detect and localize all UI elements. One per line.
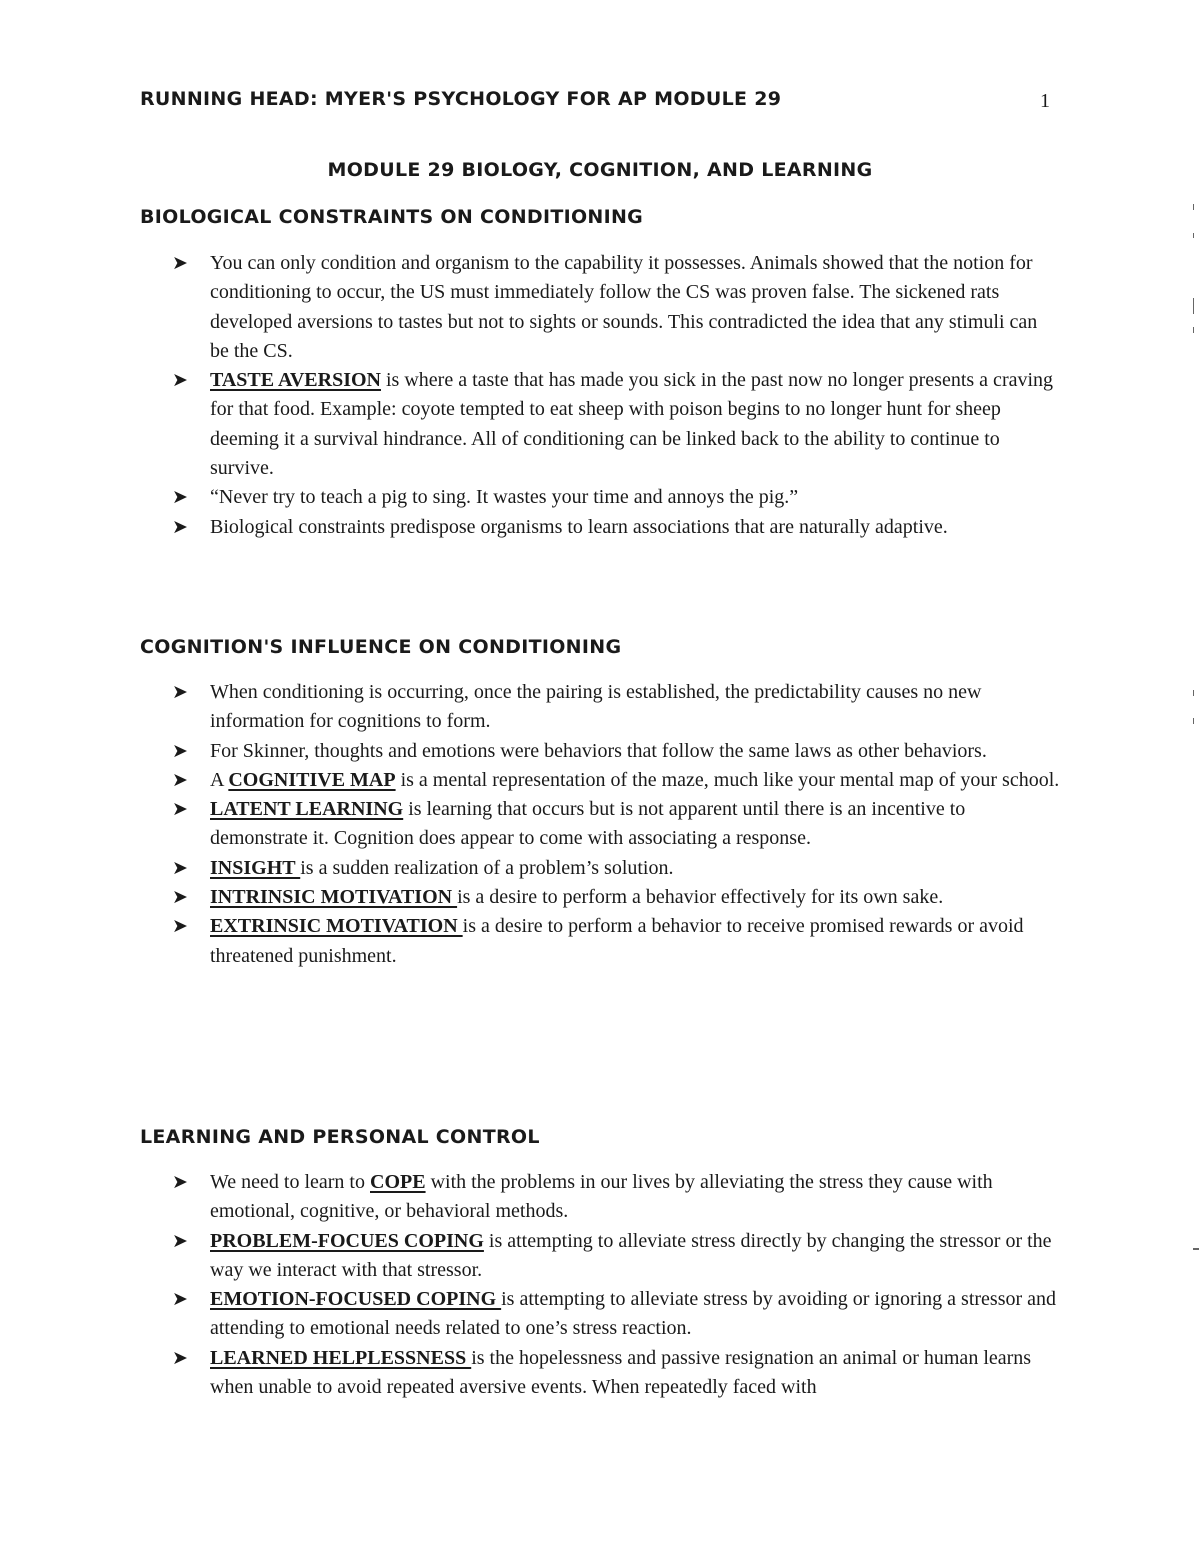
arrow-bullet-icon: ➤: [172, 856, 188, 879]
arrow-bullet-icon: ➤: [172, 369, 188, 392]
section-heading-learning-personal-control: LEARNING AND PERSONAL CONTROL: [140, 1126, 540, 1148]
key-term: EXTRINSIC MOTIVATION: [210, 915, 463, 938]
bullet-list-learning-personal-control: [170, 1168, 1060, 1402]
arrow-bullet-icon: ➤: [172, 768, 188, 791]
list-item: ➤ You can only condition and organism to the capability it possesses. Animals showed that the notion for conditioning to occur, the US must immediately follow the CS was proven false. The sickened rats developed aversions to tastes but not to sights or sounds. This contradicted the idea that any stimuli can be the CS.: [170, 249, 1060, 366]
running-head: RUNNING HEAD: MYER'S PSYCHOLOGY FOR AP MODULE 29: [140, 88, 782, 110]
key-term: INSIGHT: [210, 856, 301, 879]
arrow-bullet-icon: ➤: [172, 739, 188, 762]
list-item: ➤ EXTRINSIC MOTIVATION is a desire to perform a behavior to receive promised rewards or avoid threatened punishment.: [170, 912, 1060, 971]
list-item: ➤ INTRINSIC MOTIVATION is a desire to perform a behavior effectively for its own sake.: [170, 883, 1060, 912]
list-item: ➤ EMOTION-FOCUSED COPING is attempting to alleviate stress by avoiding or ignoring a stressor and attending to emotional needs related to one’s stress reaction.: [170, 1285, 1060, 1344]
key-term: PROBLEM-FOCUES COPING: [210, 1229, 484, 1252]
scan-edge-mark: [1193, 233, 1194, 238]
list-item: ➤ We need to learn to COPE with the problems in our lives by alleviating the stress they cause with emotional, cognitive, or behavioral methods.: [170, 1168, 1060, 1227]
scan-edge-mark: [1193, 204, 1194, 210]
key-term: EMOTION-FOCUSED COPING: [210, 1288, 502, 1311]
scan-edge-mark: [1193, 1248, 1199, 1250]
arrow-bullet-icon: ➤: [172, 1346, 188, 1369]
list-item: ➤ TASTE AVERSION is where a taste that has made you sick in the past now no longer presents a craving for that food. Example: coyote tempted to eat sheep with poison begins to no longer hunt for sheep deeming it a survival hindrance. All of conditioning can be linked back to the ability to continue to survive.: [170, 366, 1060, 483]
list-item: ➤ A COGNITIVE MAP is a mental representation of the maze, much like your mental map of your school.: [170, 766, 1060, 795]
bullet-list-biological-constraints: [170, 249, 1060, 542]
key-term: INTRINSIC MOTIVATION: [210, 886, 458, 909]
arrow-bullet-icon: ➤: [172, 252, 188, 274]
list-item: ➤ For Skinner, thoughts and emotions were behaviors that follow the same laws as other behaviors.: [170, 737, 1060, 766]
list-item: ➤ “Never try to teach a pig to sing. It wastes your time and annoys the pig.”: [170, 483, 1060, 512]
arrow-bullet-icon: ➤: [172, 486, 188, 509]
key-term: TASTE AVERSION: [210, 369, 381, 392]
arrow-bullet-icon: ➤: [172, 915, 188, 938]
key-term: COGNITIVE MAP: [228, 768, 396, 791]
document-title: MODULE 29 BIOLOGY, COGNITION, AND LEARNING: [327, 159, 873, 181]
list-item: ➤ LEARNED HELPLESSNESS is the hopelessness and passive resignation an animal or human learns when unable to avoid repeated aversive events. When repeatedly faced with: [170, 1344, 1060, 1403]
bullet-list-cognitions-influence: [170, 678, 1060, 971]
scan-edge-mark: [1193, 298, 1194, 314]
key-term: LATENT LEARNING: [210, 798, 404, 821]
arrow-bullet-icon: ➤: [172, 1288, 188, 1311]
list-item: ➤ When conditioning is occurring, once the pairing is established, the predictability causes no new information for cognitions to form.: [170, 678, 1060, 737]
section-heading-biological-constraints: BIOLOGICAL CONSTRAINTS ON CONDITIONING: [140, 206, 644, 228]
arrow-bullet-icon: ➤: [172, 1229, 188, 1252]
list-item: ➤ INSIGHT is a sudden realization of a problem’s solution.: [170, 854, 1060, 883]
arrow-bullet-icon: ➤: [172, 886, 188, 909]
scan-edge-mark: [1193, 690, 1194, 696]
list-item: ➤ Biological constraints predispose organisms to learn associations that are naturally adaptive.: [170, 513, 1060, 542]
list-item: ➤ PROBLEM-FOCUES COPING is attempting to alleviate stress directly by changing the stressor or the way we interact with that stressor.: [170, 1227, 1060, 1286]
key-term: COPE: [370, 1171, 426, 1193]
key-term: LEARNED HELPLESSNESS: [210, 1346, 472, 1369]
arrow-bullet-icon: ➤: [172, 681, 188, 703]
page-number: 1: [1040, 90, 1050, 112]
section-heading-cognitions-influence: COGNITION'S INFLUENCE ON CONDITIONING: [140, 636, 622, 658]
scan-edge-mark: [1193, 327, 1194, 333]
arrow-bullet-icon: ➤: [172, 798, 188, 821]
arrow-bullet-icon: ➤: [172, 515, 188, 538]
arrow-bullet-icon: ➤: [172, 1171, 188, 1193]
list-item: ➤ LATENT LEARNING is learning that occurs but is not apparent until there is an incentive to demonstrate it. Cognition does appear to come with associating a response.: [170, 795, 1060, 854]
scan-edge-mark: [1193, 718, 1194, 724]
